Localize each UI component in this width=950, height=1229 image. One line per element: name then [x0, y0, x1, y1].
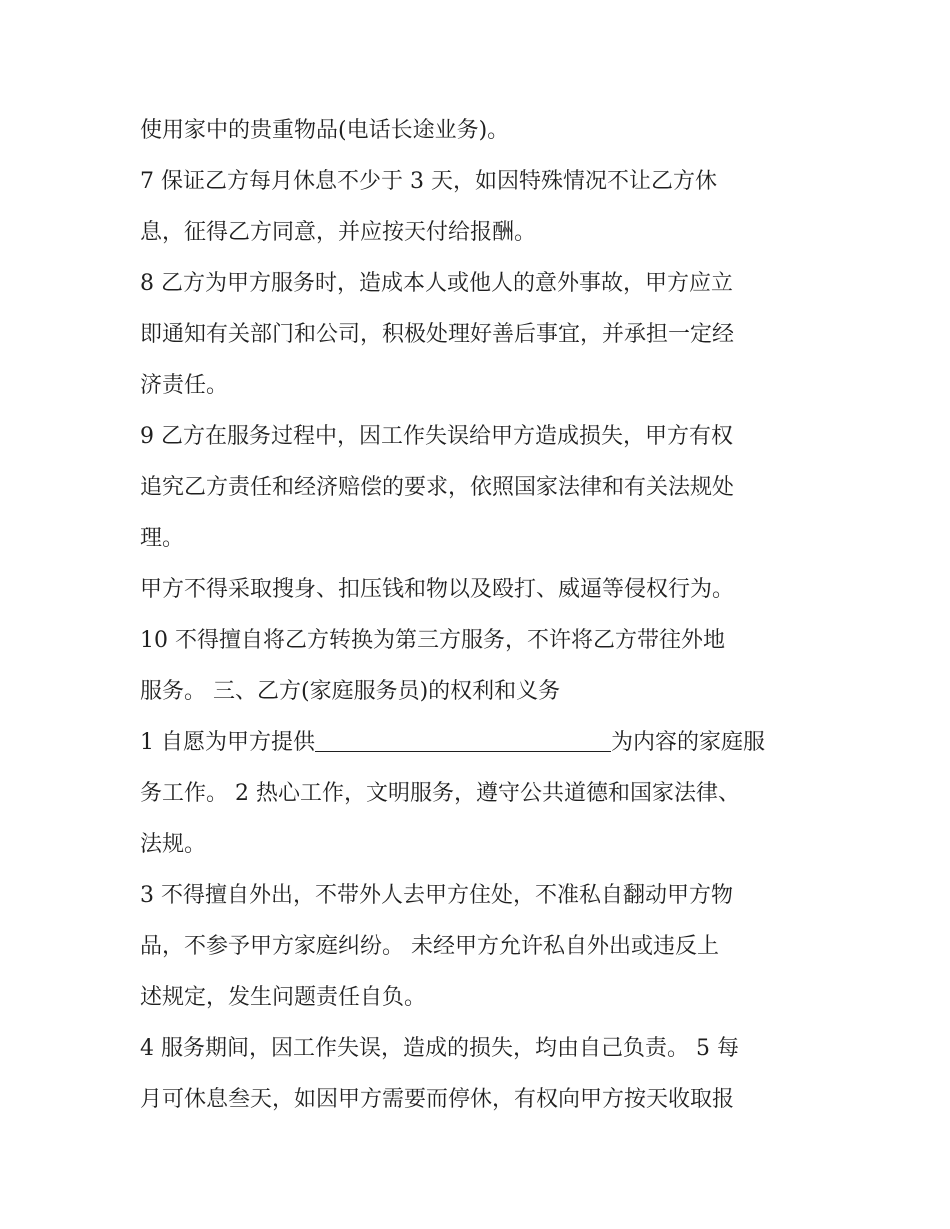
text-line: 法规。 — [140, 832, 207, 857]
text-line: 月可休息叁天，如因甲方需要而停休，有权向甲方按天收取报 — [140, 1087, 735, 1112]
text-line: 服务。 三、乙方(家庭服务员)的权利和义务 — [140, 679, 561, 704]
text-line: 使用家中的贵重物品(电话长途业务)。 — [140, 118, 510, 143]
text-line: 务工作。 2 热心工作，文明服务，遵守公共道德和国家法律、 — [140, 781, 740, 806]
text-line: 即通知有关部门和公司，积极处理好善后事宜，并承担一定经 — [140, 322, 735, 347]
fill-in-suffix: 为内容的家庭服 — [611, 730, 766, 755]
text-line: 息，征得乙方同意，并应按天付给报酬。 — [140, 220, 537, 245]
document-body — [140, 105, 820, 1125]
text-line: 品，不参予甲方家庭纠纷。 未经甲方允许私自外出或违反上 — [140, 934, 719, 959]
text-line: 济责任。 — [140, 373, 229, 398]
text-line: 追究乙方责任和经济赔偿的要求，依照国家法律和有关法规处 — [140, 475, 735, 500]
text-line: 4 服务期间，因工作失误，造成的损失，均由自己负责。 5 每 — [140, 1036, 739, 1061]
fill-in-line — [140, 717, 820, 768]
fill-in-blank[interactable] — [315, 729, 611, 752]
text-line: 7 保证乙方每月休息不少于 3 天，如因特殊情况不让乙方休 — [140, 169, 717, 194]
text-line: 甲方不得采取搜身、扣压钱和物以及殴打、威逼等侵权行为。 — [140, 577, 735, 602]
fill-in-prefix: 1 自愿为甲方提供 — [140, 730, 315, 755]
text-line: 理。 — [140, 526, 185, 551]
text-line: 3 不得擅自外出，不带外人去甲方住处，不准私自翻动甲方物 — [140, 883, 733, 908]
text-line: 9 乙方在服务过程中，因工作失误给甲方造成损失，甲方有权 — [140, 424, 733, 449]
text-line: 述规定，发生问题责任自负。 — [140, 985, 427, 1010]
text-line: 10 不得擅自将乙方转换为第三方服务，不许将乙方带往外地 — [140, 628, 725, 653]
text-line: 8 乙方为甲方服务时，造成本人或他人的意外事故，甲方应立 — [140, 271, 733, 296]
